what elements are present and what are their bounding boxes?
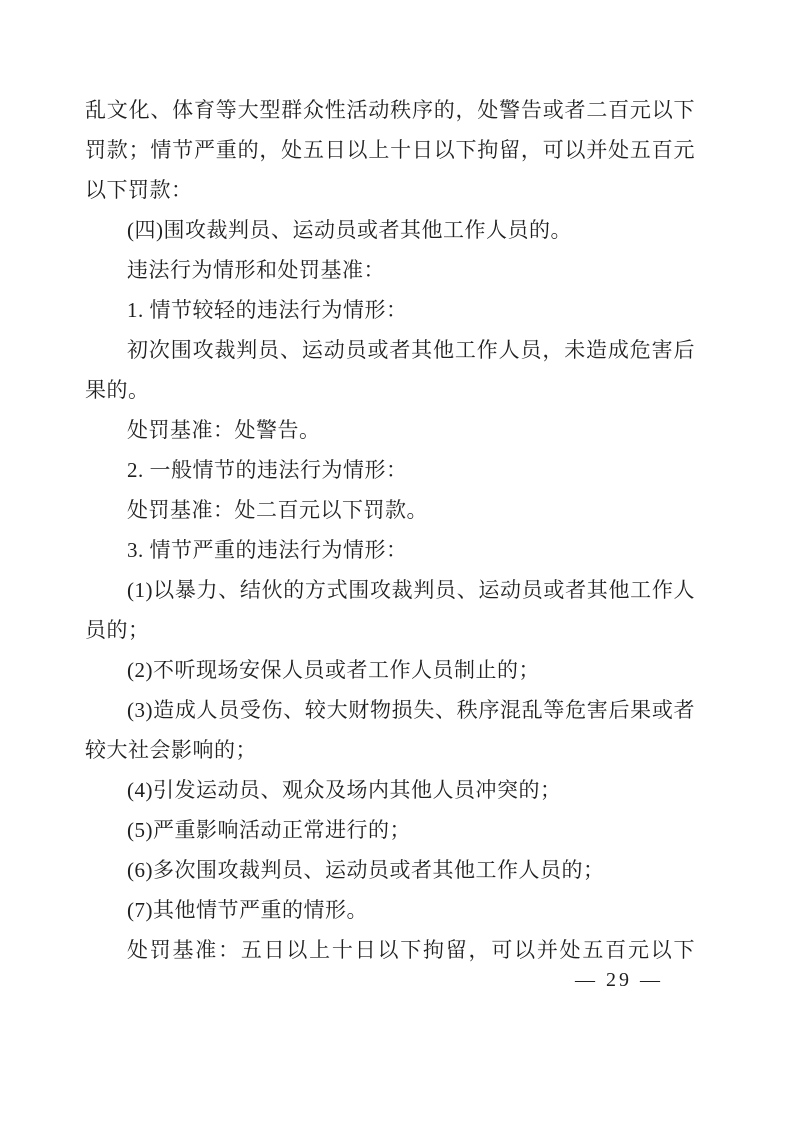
paragraph: (四)围攻裁判员、运动员或者其他工作人员的。 [127, 218, 572, 242]
paragraph: 处罚基准：处警告。 [127, 418, 321, 442]
paragraph: 2. 一般情节的违法行为情形： [127, 458, 408, 482]
paragraph: 乱文化、体育等大型群众性活动秩序的，处警告或者二百元以下罚款；情节严重的，处五日以上十日以下拘留，可以并处五百元以下罚款： [85, 98, 695, 202]
paragraph: (5)严重影响活动正常进行的； [127, 818, 411, 842]
paragraph: (3)造成人员受伤、较大财物损失、秩序混乱等危害后果或者较大社会影响的； [85, 698, 695, 762]
document-body [85, 90, 695, 970]
paragraph: 1. 情节较轻的违法行为情形： [127, 298, 408, 322]
paragraph: 违法行为情形和处罚基准： [127, 258, 385, 282]
paragraph: (2)不听现场安保人员或者工作人员制止的； [127, 658, 540, 682]
page-number: — 29 — [575, 969, 663, 991]
paragraph: (7)其他情节严重的情形。 [127, 898, 368, 922]
paragraph: 处罚基准：五日以上十日以下拘留，可以并处五百元以下 [127, 938, 695, 962]
paragraph: (6)多次围攻裁判员、运动员或者其他工作人员的； [127, 858, 605, 882]
paragraph: (4)引发运动员、观众及场内其他人员冲突的； [127, 778, 562, 802]
paragraph: 处罚基准：处二百元以下罚款。 [127, 498, 428, 522]
paragraph: 3. 情节严重的违法行为情形： [127, 538, 408, 562]
paragraph: (1)以暴力、结伙的方式围攻裁判员、运动员或者其他工作人员的； [85, 578, 695, 642]
paragraph: 初次围攻裁判员、运动员或者其他工作人员，未造成危害后果的。 [85, 338, 695, 402]
